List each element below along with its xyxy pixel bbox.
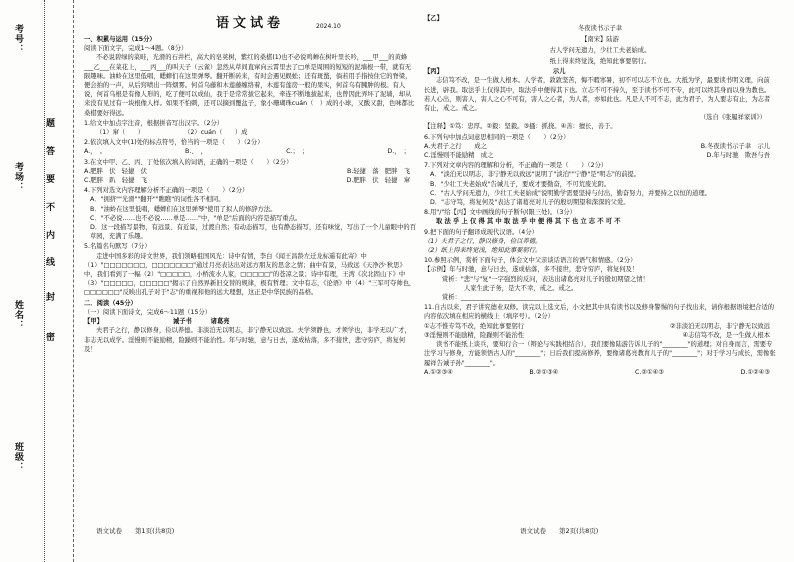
passage-yi-label: 【乙】 xyxy=(424,15,443,22)
item-2: ②非淡泊无以明志，非宁静无以致远 xyxy=(669,322,770,330)
option-b[interactable]: B.冬夜读书示子聿 示儿 xyxy=(700,142,770,150)
question-7-option-c[interactable]: C．"古人学问无遗力，少壮工夫老始成"说明勤学需要坚持与付出，勤奋努力，并要持之以恒的道理。 xyxy=(430,189,711,197)
option-b[interactable]: B.轻捷 落 肥胖 飞 xyxy=(347,167,410,175)
question-2-options xyxy=(84,147,416,156)
question-7-option-d[interactable]: D．"志守笃，将复何及"表达了诸葛亮对儿子的殷切期望和深深的父爱。 xyxy=(430,199,630,207)
option-c[interactable]: C.淫慢则不能励精 成之 xyxy=(424,152,494,160)
passage-bing-header xyxy=(424,67,776,76)
seal-char: 题 xyxy=(46,119,56,129)
question-6: 6.下列句中加点词意思相同的一项是（ ）（2分） xyxy=(424,133,570,141)
seal-char: 密 xyxy=(46,333,56,343)
passage-bing-title: 示儿 xyxy=(552,68,566,76)
option-a[interactable]: A.①②③④ xyxy=(424,368,453,376)
option-d[interactable]: D.①②④③ xyxy=(740,368,770,376)
seal-char: 封 xyxy=(46,293,56,303)
option-c[interactable]: C.肥胖 趴 轻捷 飞 xyxy=(84,177,148,185)
section-1-heading: 一、积累与运用（15分） xyxy=(84,36,156,43)
option-c[interactable]: C.； ； xyxy=(286,148,309,156)
option-d[interactable]: D.， ； xyxy=(387,148,410,156)
poem-line-2: 纸上得来终觉浅，绝知此事要躬行。 xyxy=(549,58,651,66)
question-8: 8.用"/"给【丙】文中画线的句子断句(限三处)。（3分） xyxy=(424,209,576,217)
question-10-task: 人家生此子务，是大不幸，戒之。戒之。 xyxy=(464,284,578,292)
right-page xyxy=(424,14,776,377)
exam-title: 语文试卷 xyxy=(215,16,284,31)
blank-1[interactable]: （1）窜（ ） xyxy=(96,129,145,137)
option-c[interactable]: C.②①④③ xyxy=(634,368,664,376)
left-page-footer: 语文试卷 第1页(共8页) xyxy=(96,527,175,535)
poem-title: 冬夜读书示子聿 xyxy=(577,25,623,33)
question-11-options xyxy=(424,368,776,377)
binding-margin xyxy=(0,0,74,562)
exam-number-label: 考号： xyxy=(13,24,23,54)
passage-jia-text: 夫君子之行，静以修身，俭以养德。非淡泊无以明志，非宁静无以致远。夫学须静也，才须学也，非学无以广才，非志无以成学。淫慢则不能励精，险躁则不能治性。年与时驰，意与日去，遂成枯落，多不接世，悲守穷庐，将复何及！ xyxy=(84,327,411,353)
seal-char: 线 xyxy=(46,258,56,268)
question-9: 9.把下面的句子翻译成现代汉语。（4分） xyxy=(424,228,538,236)
question-10-example-analysis: 赏析："悲"与"复"一字强烈的反问，表达出诸葛亮对儿子的殷切期望之情！ xyxy=(442,275,649,283)
passage-jia-header xyxy=(84,317,416,326)
question-5: 5.名篇名句默写（7分） xyxy=(84,243,151,251)
section-2-heading: 二．阅读（45分） xyxy=(84,299,137,307)
seal-char: 答 xyxy=(46,147,56,157)
question-6-options-row1 xyxy=(424,142,776,151)
passage-jia-title: 诫子书 诸葛亮 xyxy=(172,318,230,326)
class-label: 班级： xyxy=(13,442,23,472)
question-2: 2.依次填入文中(1)处的标点符号，恰当的一项是（ ）（2分） xyxy=(84,139,264,147)
name-label: 姓名： xyxy=(13,300,23,330)
option-a[interactable]: A.肥胖 伏 轻捷 伏 xyxy=(84,167,147,175)
question-10-example: 【示例】年与时驰，意与日去，遂成枯落，多不接世，悲守穷庐，将复何及！ xyxy=(424,266,639,274)
question-11: 11.自古以来，君子讲究德业双修。读完以上选文后，小文把其中具有读书以及修身警惕的句子找出来，请你根据语境把合适的内容依次填在相应的横线上（填序号）。（2分） xyxy=(424,304,775,321)
question-4-option-d[interactable]: D．这一段描写景物，有远景、有近景，过渡自然；有动态描写，也有静态描写，还有味觉，写出了一个儿童眼中的百草园，充满了乐趣。 xyxy=(90,224,416,241)
question-9-item-1: （1）夫君子之行，静以修身，俭以养德。 xyxy=(424,237,542,245)
blank-2[interactable]: （2）cuán（ ）成 xyxy=(184,129,248,137)
reading-passage: 不必说碧绿的菜畦，光滑的石井栏，高大的皂荚树，紫红的桑椹(1)也不必说鸣蝉在树叶里长吟，___甲___的黄蜂___乙___在菜花上，___丙___的叫天子（云雀）忽然从草间直窜向云霄里去了□单是周围的短短的泥墙根一带，就有无限趣味。油蛉在这里低唱，蟋蟀们在这里弹琴。翻开断砖来，有时会遇见蜈蚣；还有斑蝥，倘若用手指按住它的脊梁，便会拍的一声，从后窍喷出一阵烟雾。何首乌藤和木莲藤缠络着，木莲有莲房一般的果实，何首乌有臃肿的根。有人说，何首乌根是有像人形的，吃了便可以成仙，我于是常常拔它起来，牵连不断地拔起来，也曾因此弄坏了泥墙，却从来没有见过有一块根像人样。如果不怕刺，还可以摘到覆盆子，象小珊瑚珠cuán（ ）成的小球，又酸又甜，色味都比桑椹要好得远。 xyxy=(84,54,415,117)
item-4: ④志信笃不改，是一生做人根本 xyxy=(682,331,770,339)
option-d[interactable]: D.年与时驰 欺吾与吾 xyxy=(706,152,770,160)
question-7: 7.下列对文章内容的理解和分析，不正确的一项是（ ）（2分） xyxy=(424,162,608,170)
passage-bing-text: 志信笃不改，是一生做人根本。人学者，敦敦坚苦，悔不暇寒暑，初不可以志不立也。大抵为学，最要读书明义理，向前长进，辟我。取法乎上仅得其中，取法乎中便得其下也。立志不可不持久，至于读书不可不专，此可以终其身而以身为教也。若人心出，则害人，害人之心不可有，害人之心者，为人者，亦如此也。凡是人不可不志，此为君子，为人要志有止，为志者有止，戒之。戒之。 xyxy=(424,77,771,113)
question-4-option-a[interactable]: A．"拥挤""光滑""翻开""瞧瞧"的词性各不相同。 xyxy=(90,196,225,204)
section-1-intro: 阅读下面文字，完成1～4题。（8分） xyxy=(84,45,188,53)
question-7-option-a[interactable]: A．"淡泊无以明志，非宁静无以致远"说明了"淡泊""宁静"是"明志"的前提。 xyxy=(430,171,641,179)
left-page xyxy=(84,14,416,354)
exam-room-label: 考场： xyxy=(13,162,23,192)
option-b[interactable]: B.②①③④ xyxy=(529,368,559,376)
question-1: 1.给文中加点字注音，根据拼音写出汉字。（2分） xyxy=(84,119,224,127)
option-b[interactable]: B.、 ， xyxy=(185,148,208,156)
seal-char: 内 xyxy=(46,231,56,241)
question-4-option-c[interactable]: C．"不必说……也不必说……单是……"中，"单是"后面的内容是描写重点。 xyxy=(90,214,302,222)
question-5-text: 走进中国多彩的诗文世界，我们领略祖国风光：诗中有情，李白《闻王昌龄左迁龙标遥有此寄》中（1）"□□□□□□□，□□□□□□□"通过月亮表达出对远方朋友的思念之情；曲中有景，马致远《天净沙·秋思》中，我们看到了一幅（2）"□□□□□，小桥流水人家，□□□□□"的苍凉之景；诗中有理，王湾《次北固山下》中（3）"□□□□□，□□□□□"揭示了自然界新旧交替的规律，极有哲理；文中有志，《论语》中（4）"三军可夺帅也，□□□□□□"反映出孔子对于"志"的重视和他的远大理想，这正是中华民族的品格。 xyxy=(84,252,416,297)
seal-line xyxy=(44,0,56,562)
item-3: ③淫慢则不能励精，险躁则不能治性 xyxy=(424,331,525,339)
question-3: 3.在文中甲、乙、丙、丁处依次填入的词语，正确的一项是（ ）（2分） xyxy=(84,158,293,166)
question-4: 4.下列对选文内容理解分析不正确的一项是（ ）（2分） xyxy=(84,187,249,195)
question-7-option-b[interactable]: B．"少壮工夫老始成"告诫儿子，要成才要勤奋，不可荒废光阴。 xyxy=(430,180,611,188)
passage-jia-label: 【甲】 xyxy=(84,318,103,326)
option-d[interactable]: D.肥胖 伏 轻捷 窜 xyxy=(346,177,410,185)
right-page-footer: 语文试卷 第2页(共8页) xyxy=(520,527,599,535)
seal-char: 不 xyxy=(46,203,56,213)
question-11-items-row2 xyxy=(424,331,776,340)
question-6-options-row2 xyxy=(424,151,776,160)
question-4-option-b[interactable]: B．"油蛉在这里低唱，蟋蟀们在这里弹琴"使用了拟人的修辞方法。 xyxy=(90,205,277,213)
poem-author: 【南宋】陆游 xyxy=(581,36,619,44)
passage-bing-label: 【丙】 xyxy=(424,68,443,76)
seal-char: 要 xyxy=(46,175,56,185)
question-9-item-2: （2）纸上得来终觉浅，绝知此事要躬行。 xyxy=(424,247,542,255)
section-2-intro: （一）阅读下面诗文，完成6～11题（15分） xyxy=(84,308,212,316)
option-a[interactable]: A.夫君子之行 成之 xyxy=(424,142,487,150)
item-1: ①志不惟专笃不改，绝知此事要躬行 xyxy=(424,322,525,330)
question-10: 10.参照示例，赏析下面句子，体会文中父亲谈话语言的语气和情感。（2分） xyxy=(424,257,637,265)
question-10-answer-blank[interactable]: 赏析：________________________________ xyxy=(442,294,562,302)
poem-line-1: 古人学问无遗力，少壮工夫老始成。 xyxy=(549,47,651,55)
exam-date: 2024.10 xyxy=(316,23,341,30)
passage-source: （选自《张履祥家训》） xyxy=(699,114,766,122)
question-3-options-row2 xyxy=(84,176,416,185)
annotations: 【注释】①笃：忠厚。②毅：坚毅。③搔：抓挠。④善：擅长，善于。 xyxy=(424,123,617,131)
question-11-items-row1 xyxy=(424,322,776,331)
question-8-sentence: 取 法 乎 上 仅 得 其 中 取 法 乎 中 便 得 其 下 也 立 志 不 可 不 xyxy=(436,218,621,226)
question-11-text: 读书不能纸上谈兵，要知行合一（辩论与实践相结合），我们要像陆游告诉儿子的"________"的道理；对自身而言，需要专注学习与修身，方能领悟古人的"________"；日后我们提高修养，要像诸葛亮教育儿子的"________"；对于学习与成长，需像张履祥告诫子孙"________"。 xyxy=(424,341,776,367)
option-a[interactable]: A.， 。 xyxy=(84,148,106,156)
question-3-options-row1 xyxy=(84,167,416,176)
question-1-blanks xyxy=(84,128,416,137)
